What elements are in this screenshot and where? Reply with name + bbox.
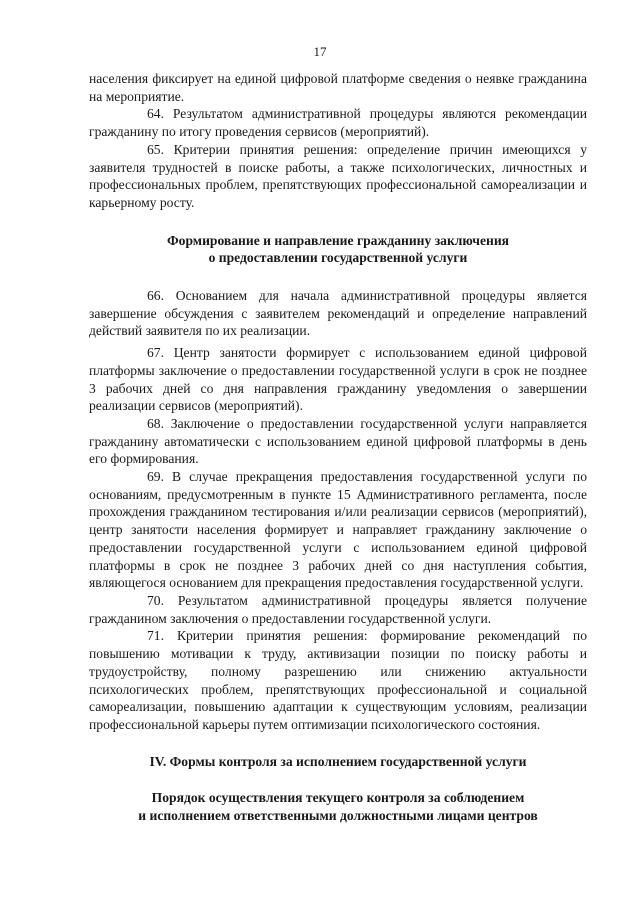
paragraph-64: 64. Результатом административной процедуры являются рекомендации гражданину по итогу проведения сервисов (мероприятий). xyxy=(89,106,587,140)
paragraph-66: 66. Основанием для начала административной процедуры является завершение обсуждения с заявителем рекомендаций и определение направлений действий заявителя по их реализации. xyxy=(89,288,587,339)
paragraph-69: 69. В случае прекращения предоставления государственной услуги по основаниям, предусмотренным в пункте 15 Административного регламента, после прохождения гражданином тестирования и/или реализации сервисов (мероприятий), центр занятости населения формирует и направляет гражданину заключение о предоставлении государственной услуги с использованием единой цифровой платформы в срок не позднее 3 рабочих дней со дня наступления события, являющегося основанием для прекращения предоставления государственной услуги. xyxy=(89,469,587,591)
page-number: 17 xyxy=(313,44,327,59)
heading-procedure-line-1: Порядок осуществления текущего контроля за соблюдением xyxy=(151,790,525,806)
heading-conclusion xyxy=(89,232,587,267)
paragraph-68: 68. Заключение о предоставлении государственной услуги направляется гражданину автоматически с использованием единой цифровой платформы в день его формирования. xyxy=(89,415,587,467)
document-body xyxy=(89,70,587,825)
paragraph-continuation: населения фиксирует на единой цифровой платформе сведения о неявке гражданина на мероприятие. xyxy=(89,71,587,104)
heading-section-iv: IV. Формы контроля за исполнением государственной услуги xyxy=(149,753,527,769)
heading-procedure xyxy=(89,789,587,824)
paragraph-65: 65. Критерии принятия решения: определение причин имеющихся у заявителя трудностей в поиске работы, а также психологических, личностных и профессиональных проблем, препятствующих профессиональной самореализации и карьерному росту. xyxy=(89,141,587,210)
heading-conclusion-line-1: Формирование и направление гражданину заключения xyxy=(166,232,510,248)
paragraph-71: 71. Критерии принятия решения: формирование рекомендаций по повышению мотивации к труду, активизации позиции по поиску работы и трудоустройству, полному разрешению или снижению актуальности психологических проблем, препятствующих профессиональной и социальной самореализации, повышению адаптации к существующим условиям, реализации профессиональной карьеры путем оптимизации психологического состояния. xyxy=(89,628,587,732)
heading-conclusion-line-2: о предоставлении государственной услуги xyxy=(208,250,468,266)
paragraph-70: 70. Результатом административной процедуры является получение гражданином заключения о предоставлении государственной услуги. xyxy=(89,592,587,626)
heading-procedure-line-2: и исполнением ответственными должностными лицами центров xyxy=(138,808,538,824)
paragraph-67: 67. Центр занятости формирует с использованием единой цифровой платформы заключение о предоставлении государственной услуги в срок не позднее 3 рабочих дней со дня направления гражданину уведомления о завершении реализации сервисов (мероприятий). xyxy=(89,345,587,414)
